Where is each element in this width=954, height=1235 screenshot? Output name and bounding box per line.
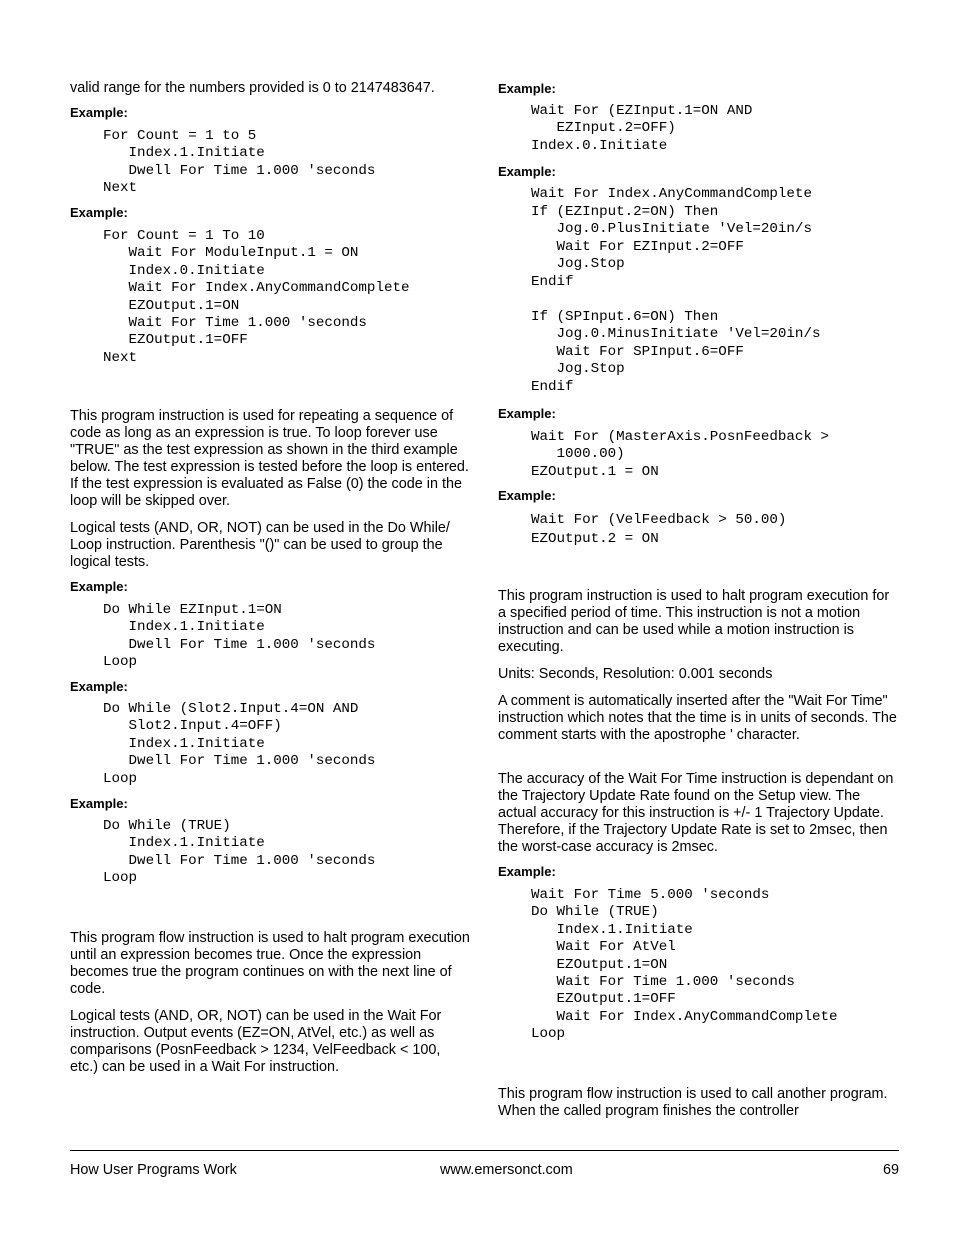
example-label: Example: (70, 105, 128, 120)
code-block: Do While (TRUE) Index.1.Initiate Dwell For Time 1.000 'seconds Loop (103, 818, 376, 887)
code-block: Wait For (VelFeedback > 50.00) EZOutput.2 = ON (531, 512, 787, 547)
example-label: Example: (498, 864, 556, 879)
code-block: For Count = 1 To 10 Wait For ModuleInput.1 = ON Index.0.Initiate Wait For Index.AnyCommandComplete EZOutput.1=ON Wait For Time 1.000 'seconds EZOutput.1=OFF Next (103, 228, 410, 366)
example-label: Example: (498, 81, 556, 96)
footer-divider (70, 1150, 899, 1151)
footer-website: www.emersonct.com (440, 1162, 573, 1178)
example-label: Example: (70, 679, 128, 694)
units-paragraph: Units: Seconds, Resolution: 0.001 seconds (498, 666, 773, 682)
code-block: Wait For Index.AnyCommandComplete If (EZInput.2=ON) Then Jog.0.PlusInitiate 'Vel=20in/s Wait For EZInput.2=OFF Jog.Stop Endif If (SPInput.6=ON) Then Jog.0.MinusInitiate 'Vel=20in/s Wait For SPInput.6=OFF Jog.Stop Endif (531, 186, 821, 395)
example-label: Example: (70, 205, 128, 220)
example-label: Example: (498, 164, 556, 179)
wait-for-logical-paragraph: Logical tests (AND, OR, NOT) can be used in the Wait For instruction. Output events (EZ=ON, AtVel, etc.) as well as comparisons (PosnFeedback > 1234, VelFeedback < 100, etc.) can be used in a Wait For instruction. (70, 1008, 442, 1075)
call-program-description: This program flow instruction is used to call another program. When the called program finishes the controller (498, 1086, 888, 1119)
code-block: Wait For Time 5.000 'seconds Do While (TRUE) Index.1.Initiate Wait For AtVel EZOutput.1=ON Wait For Time 1.000 'seconds EZOutput.1=OFF Wait For Index.AnyCommandComplete Loop (531, 887, 838, 1043)
page-number: 69 (882, 1162, 899, 1178)
code-block: Do While (Slot2.Input.4=ON AND Slot2.Input.4=OFF) Index.1.Initiate Dwell For Time 1.000 'seconds Loop (103, 701, 376, 787)
example-label: Example: (498, 406, 556, 421)
do-while-description: This program instruction is used for repeating a sequence of code as long as an expression is true. To loop forever use "TRUE" as the test expression as shown in the third example below. The test expression is tested before the loop is entered. If the test expression is evaluated as False (0) the code in the loop will be skipped over. (70, 408, 469, 509)
footer-section-title: How User Programs Work (70, 1162, 237, 1178)
accuracy-paragraph: The accuracy of the Wait For Time instruction is dependant on the Trajectory Update Rate found on the Setup view. The actual accuracy for this instruction is +/- 1 Trajectory Update. Therefore, if the Trajectory Update Rate is set to 2msec, then the worst-case accuracy is 2msec. (498, 771, 894, 855)
wait-for-time-description: This program instruction is used to halt program execution for a specified period of time. This instruction is not a motion instruction and can be used while a motion instruction is executing. (498, 588, 890, 655)
example-label: Example: (498, 488, 556, 503)
code-block: Do While EZInput.1=ON Index.1.Initiate Dwell For Time 1.000 'seconds Loop (103, 602, 376, 671)
wait-for-description: This program flow instruction is used to halt program execution until an expression becomes true. Once the expression becomes true the program continues on with the next line of code. (70, 930, 470, 997)
code-block: Wait For (EZInput.1=ON AND EZInput.2=OFF) Index.0.Initiate (531, 103, 753, 154)
example-label: Example: (70, 796, 128, 811)
intro-paragraph: valid range for the numbers provided is 0 to 2147483647. (70, 80, 435, 96)
code-block: Wait For (MasterAxis.PosnFeedback > 1000.00) EZOutput.1 = ON (531, 429, 829, 480)
logical-tests-paragraph: Logical tests (AND, OR, NOT) can be used in the Do While/ Loop instruction. Parenthesis "()" can be used to group the logical tests. (70, 520, 450, 570)
code-block: For Count = 1 to 5 Index.1.Initiate Dwell For Time 1.000 'seconds Next (103, 128, 376, 197)
comment-paragraph: A comment is automatically inserted after the "Wait For Time" instruction which notes that the time is in units of seconds. The comment starts with the apostrophe ' character. (498, 693, 897, 743)
example-label: Example: (70, 579, 128, 594)
